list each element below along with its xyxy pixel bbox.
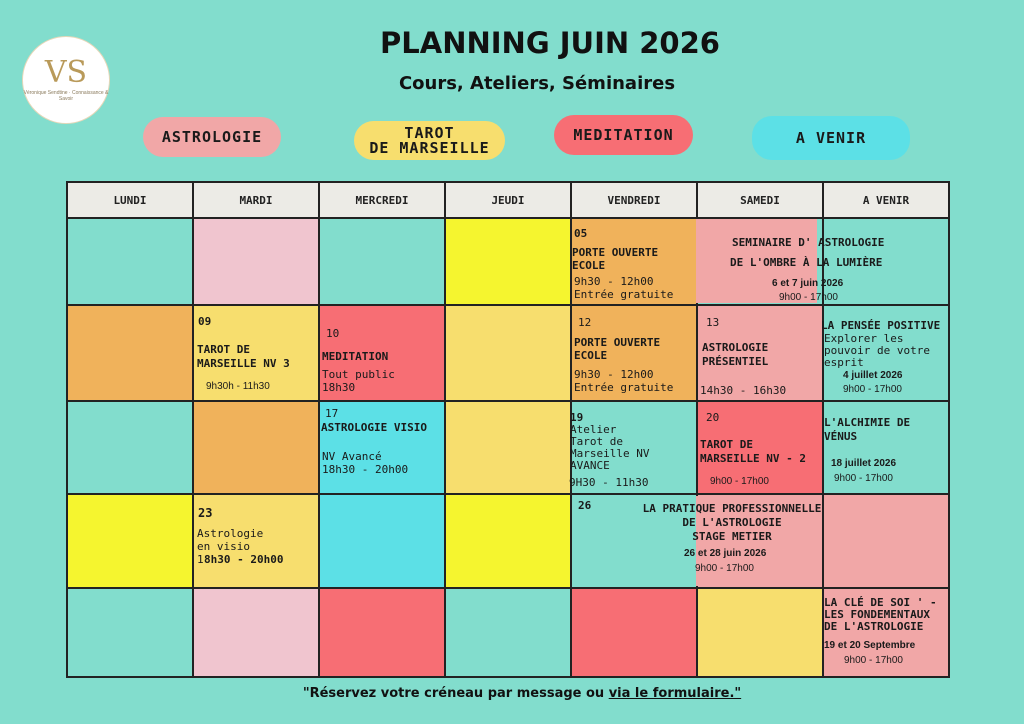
event-23-bold: 8h30 - 20h00 <box>204 553 284 566</box>
event-19-day: 19 <box>570 411 584 424</box>
event-10-title: MEDITATION <box>322 350 389 363</box>
header-vendredi: VENDREDI <box>572 183 698 219</box>
legend-astrologie: ASTROLOGIE <box>143 117 281 157</box>
calendar-cell <box>446 219 572 306</box>
legend-tarot: TAROT DE MARSEILLE <box>354 121 505 160</box>
page-title: PLANNING JUIN 2026 <box>380 26 720 60</box>
event-19-hours: 9H30 - 11h30 <box>569 476 649 489</box>
calendar-cell <box>320 219 446 306</box>
upcoming-2-title: L'ALCHIMIE DE VÉNUS <box>824 416 911 443</box>
calendar-cell <box>446 589 572 676</box>
event-20-hours: 9h00 - 17h00 <box>710 476 769 487</box>
upcoming-2-hours: 9h00 - 17h00 <box>834 473 893 484</box>
legend-a-venir: A VENIR <box>752 116 910 160</box>
upcoming-1-title: LA PENSÉE POSITIVE <box>821 319 941 332</box>
event-20-day: 20 <box>706 411 720 424</box>
calendar-cell <box>446 495 572 589</box>
calendar-cell <box>446 306 572 402</box>
upcoming-3-hours: 9h00 - 17h00 <box>844 655 903 666</box>
logo-caption: Véronique Sendtine · Connaissance & Savoir <box>23 90 109 102</box>
event-05-title: PORTE OUVERTE ECOLE <box>572 246 659 272</box>
event-10-day: 10 <box>326 327 340 340</box>
legend-meditation: MEDITATION <box>554 115 693 155</box>
event-09-title: TAROT DE MARSEILLE NV 3 <box>197 343 290 370</box>
event-12-title: PORTE OUVERTE ECOLE <box>574 336 661 362</box>
header-mardi: MARDI <box>194 183 320 219</box>
form-link[interactable]: via le formulaire." <box>608 686 742 701</box>
event-12-info: 9h30 - 12h00 Entrée gratuite <box>574 368 674 394</box>
calendar-cell <box>68 495 194 589</box>
calendar-cell <box>698 589 824 676</box>
event-17-info: NV Avancé 18h30 - 20h00 <box>322 450 409 476</box>
event-13-title: ASTROLOGIE PRÉSENTIEL <box>702 341 769 368</box>
seminaire-dates: 6 et 7 juin 2026 <box>772 278 844 289</box>
upcoming-3-dates: 19 et 20 Septembre <box>824 640 916 651</box>
event-10-info: Tout public 18h30 <box>322 368 395 394</box>
event-26-title: LA PRATIQUE PROFESSIONNELLE DE L'ASTROLOGIE STAGE METIER <box>642 502 822 543</box>
calendar-cell <box>68 306 194 402</box>
event-19-info: Atelier Tarot de Marseille NV AVANCE <box>570 423 650 472</box>
seminaire-hours: 9h00 - 17h00 <box>779 292 838 303</box>
header-a-venir: A VENIR <box>824 183 948 219</box>
header-mercredi: MERCREDI <box>320 183 446 219</box>
calendar-cell <box>824 495 948 589</box>
event-13-hours: 14h30 - 16h30 <box>700 384 787 397</box>
calendar-cell <box>320 495 446 589</box>
event-05-info: 9h30 - 12h00 Entrée gratuite <box>574 275 674 301</box>
upcoming-1-date: 4 juillet 2026 <box>843 370 903 381</box>
calendar-cell <box>68 589 194 676</box>
seminaire-title-2: DE L'OMBRE À LA LUMIÈRE <box>730 256 883 269</box>
header-lundi: LUNDI <box>68 183 194 219</box>
calendar-cell <box>68 219 194 306</box>
footer-text: "Réservez votre créneau par message ou <box>302 686 609 701</box>
header-samedi: SAMEDI <box>698 183 824 219</box>
header-jeudi: JEUDI <box>446 183 572 219</box>
footer-note <box>0 686 1024 701</box>
upcoming-2-date: 18 juillet 2026 <box>831 458 897 469</box>
page-subtitle: Cours, Ateliers, Séminaires <box>398 73 676 94</box>
calendar-cell <box>320 589 446 676</box>
upcoming-1-info: Explorer les pouvoir de votre esprit <box>824 332 930 369</box>
calendar-cell <box>572 589 698 676</box>
calendar-cell <box>320 402 446 495</box>
calendar-cell <box>194 219 320 306</box>
seminaire-title: SEMINAIRE D' ASTROLOGIE <box>732 236 885 249</box>
event-09-day: 09 <box>198 315 212 328</box>
event-26-hours: 9h00 - 17h00 <box>695 563 754 574</box>
event-13-day: 13 <box>706 316 720 329</box>
event-23-info: Astrologie en visio 1 <box>197 527 264 566</box>
event-09-hours: 9h30h - 11h30 <box>206 381 270 392</box>
event-05-day: 05 <box>574 227 588 240</box>
upcoming-1-hours: 9h00 - 17h00 <box>843 384 902 395</box>
calendar-cell <box>446 402 572 495</box>
event-17-day: 17 <box>325 407 339 420</box>
event-20-title: TAROT DE MARSEILLE NV - 2 <box>700 438 806 465</box>
calendar-cell <box>68 402 194 495</box>
event-26-day: 26 <box>578 499 592 512</box>
event-12-day: 12 <box>578 316 592 329</box>
event-26-dates: 26 et 28 juin 2026 <box>684 548 767 559</box>
upcoming-3-title: LA CLÉ DE SOI ' - LES FONDEMENTAUX DE L'ASTROLOGIE <box>824 596 937 633</box>
logo-monogram: VS <box>44 55 88 90</box>
calendar-cell <box>194 589 320 676</box>
event-23-day: 23 <box>198 506 213 520</box>
event-17-title: ASTROLOGIE VISIO <box>321 421 427 434</box>
calendar-cell <box>194 402 320 495</box>
